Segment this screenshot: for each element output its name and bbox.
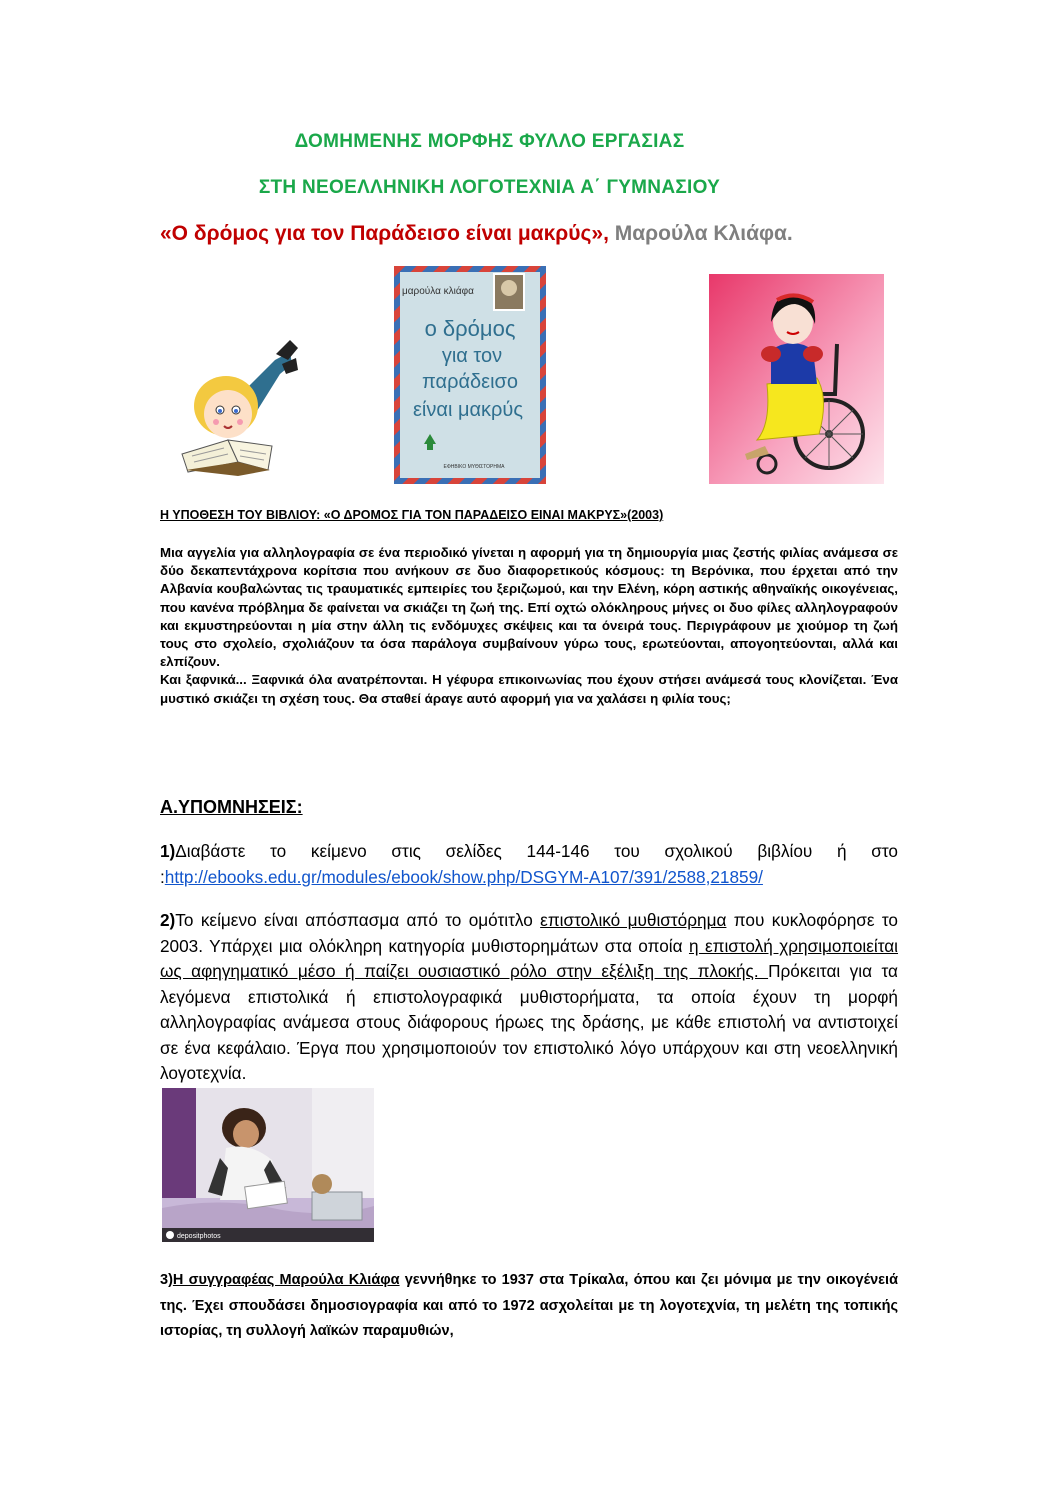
girl-writing-photo — [162, 1088, 374, 1242]
book-cover-image — [394, 266, 546, 484]
cover-author: μαρούλα κλιάφα — [402, 286, 474, 297]
plot-summary-part1: Μια αγγελία για αλληλογραφία σε ένα περιοδικό γίνεται η αφορμή για τη δημιουργία μιας ζεστής φιλίας ανάμεσα σε δύο δεκαπεντάχρονα κορίτσια που ανήκουν σε δυο διαφορετικούς κόσμους: τη Βερόνικα, που έρχεται από την Αλβανία κουβαλώντας τις τραυματικές εμπειρίες του ξεριζωμού, και την Ελένη, κόρη αστικής αθηναϊκής οικογένειας, που κανένα πρόβλημα δε φαίνεται να σκιάζει τη ζωή της. Επί οχτώ ολόκληρους μήνες οι δυο φίλες αλληλογραφούν και εκμυστηρεύονται η μία στην άλλη τις ενδόμυχες σκέψεις και τα όνειρά τους. Περιγράφουν με χιούμορ τη ζωή τους στο σχολείο, σχολιάζουν τα όσα παράλογα συμβαίνουν γύρω τους, ερωτεύονται, απογοητεύονται, αλλά και ελπίζουν. — [160, 545, 898, 670]
worksheet-subtitle: ΣΤΗ ΝΕΟΕΛΛΗΝΙΚΗ ΛΟΓΟΤΕΧΝΙΑ Α΄ ΓΥΜΝΑΣΙΟΥ — [258, 177, 721, 198]
ebook-link[interactable]: http://ebooks.edu.gr/modules/ebook/show.php/DSGYM-A107/391/2588,21859/ — [164, 866, 763, 887]
cover-title-line4: είναι μακρύς — [413, 399, 523, 421]
paragraph-2-number: 2) — [160, 910, 176, 930]
paragraph-2-underline-a: επιστολικό μυθιστόρημα — [540, 910, 727, 930]
cover-title-line2: για τον — [441, 345, 503, 367]
paragraph-2-text-c: Πρόκειται για τα λεγόμενα επιστολικά ή επιστολογραφικά μυθιστορήματα, τα οποία έχουν τη μορφή αλληλογραφίας ανάμεσα στους διάφορους ήρωες της δράσης, με κάθε επιστολή να αντιστοιχεί σε ένα κεφάλαιο. Έργα που χρησιμοποιούν τον επιστολικό λόγο υπάρχουν και στη νεοελληνική λογοτεχνία. — [160, 961, 898, 1083]
plot-summary — [160, 544, 898, 708]
book-title: «Ο δρόμος για τον Παράδεισο είναι μακρύς», — [160, 222, 609, 245]
paragraph-1-text: Διαβάστε το κείμενο στις σελίδες 144-146 του σχολικού βιβλίου ή στο : — [160, 841, 898, 887]
paragraph-2-text-a: Το κείμενο είναι απόσπασμα από το ομότιτλο — [175, 910, 541, 930]
cover-publisher: ΕΦΗΒΙΚΟ ΜΥΘΙΣΤΟΡΗΜΑ — [443, 464, 505, 470]
paragraph-2-underline-b: η επιστολή χρησιμοποιείται ως αφηγηματικό μέσο ή παίζει ουσιαστικό ρόλο στην εξέλιξη της πλοκής. — [160, 935, 899, 981]
paragraph-3-underline: Η συγγραφέας Μαρούλα Κλιάφα — [172, 1272, 400, 1288]
paragraph-2-text-b: που κυκλοφόρησε το 2003. Υπάρχει μια ολόκληρη κατηγορία μυθιστορημάτων στα οποία — [160, 910, 898, 956]
paragraph-1-number: 1) — [160, 841, 176, 861]
photo-watermark: depositphotos — [177, 1233, 221, 1240]
section-a-heading: Α.ΥΠΟΜΝΗΣΕΙΣ: — [160, 797, 303, 817]
paragraph-2 — [160, 908, 898, 1087]
paragraph-3-text: γεννήθηκε το 1937 στα Τρίκαλα, όπου και ζει μόνιμα με την οικογένειά της. Έχει σπουδάσει δημοσιογραφία και από το 1972 ασχολείται με τη λογοτεχνία, τη μελέτη της τοπικής ιστορίας, τη συλλογή λαϊκών παραμυθιών, — [160, 1272, 898, 1339]
cover-title-line1: ο δρόμος — [424, 316, 516, 341]
plot-heading: Η ΥΠΟΘΕΣΗ ΤΟΥ ΒΙΒΛΙΟΥ: «Ο ΔΡΟΜΟΣ ΓΙΑ ΤΟΝ ΠΑΡΑΔΕΙΣΟ ΕΙΝΑΙ ΜΑΚΡΥΣ»(2003) — [160, 508, 664, 522]
girl-reading-illustration — [180, 330, 300, 478]
book-title-line — [160, 222, 793, 246]
snow-white-wheelchair-illustration — [709, 274, 884, 484]
paragraph-3-number: 3) — [160, 1272, 173, 1288]
paragraph-3 — [160, 1268, 898, 1345]
book-author: Μαρούλα Κλιάφα. — [608, 222, 793, 245]
plot-summary-part2: Και ξαφνικά... Ξαφνικά όλα ανατρέπονται. Η γέφυρα επικοινωνίας που έχουν στήσει ανάμεσά τους κλονίζεται. Ένα μυστικό σκιάζει τη σχέση τους. Θα σταθεί άραγε αυτό αφορμή για να χαλάσει η φιλία τους; — [160, 672, 898, 706]
cover-title-line3: παράδεισο — [422, 371, 518, 393]
worksheet-title: ΔΟΜΗΜΕΝΗΣ ΜΟΡΦΗΣ ΦΥΛΛΟ ΕΡΓΑΣΙΑΣ — [294, 131, 685, 152]
paragraph-1 — [160, 839, 898, 890]
